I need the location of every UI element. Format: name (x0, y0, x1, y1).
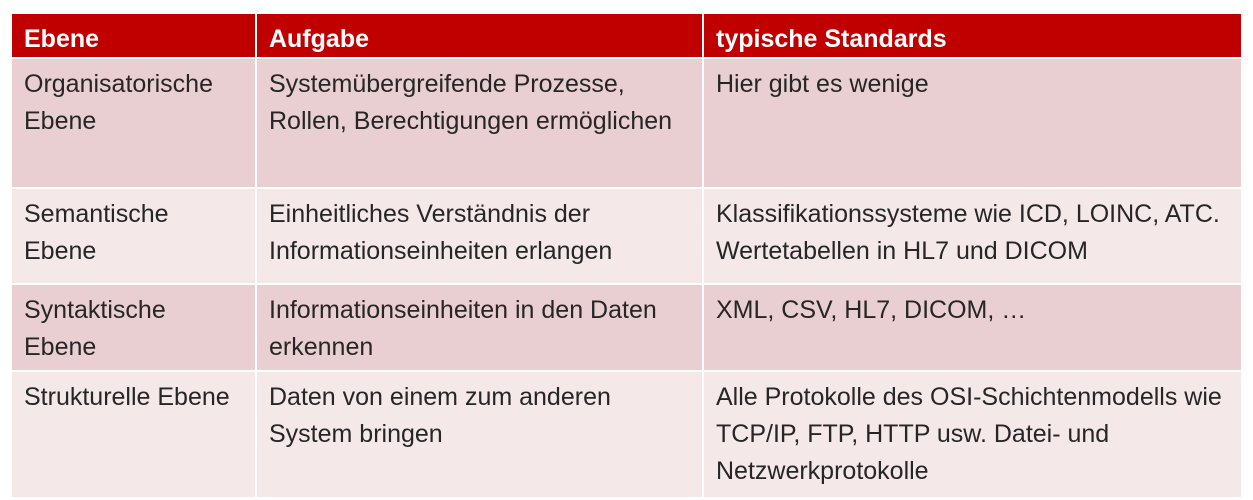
cell-standards: XML, CSV, HL7, DICOM, … (703, 284, 1241, 371)
cell-aufgabe: Einheitliches Verständnis der Informationseinheiten erlangen (256, 188, 703, 284)
table-header (12, 14, 1241, 58)
header-aufgabe: Aufgabe (256, 14, 703, 58)
table-body (12, 58, 1241, 497)
cell-standards: Klassifikationssysteme wie ICD, LOINC, ATC. Wertetabellen in HL7 und DICOM (703, 188, 1241, 284)
table-row (12, 284, 1241, 371)
cell-ebene: Organisatorische Ebene (12, 58, 256, 188)
table-row (12, 371, 1241, 497)
header-row (12, 14, 1241, 58)
cell-ebene: Syntaktische Ebene (12, 284, 256, 371)
interoperability-levels-table (12, 14, 1241, 497)
cell-aufgabe: Systemübergreifende Prozesse, Rollen, Berechtigungen ermöglichen (256, 58, 703, 188)
cell-standards: Alle Protokolle des OSI-Schichtenmodells wie TCP/IP, FTP, HTTP usw. Datei- und Netzwerkprotokolle (703, 371, 1241, 497)
cell-ebene: Semantische Ebene (12, 188, 256, 284)
cell-aufgabe: Informationseinheiten in den Daten erkennen (256, 284, 703, 371)
header-ebene: Ebene (12, 14, 256, 58)
table-row (12, 58, 1241, 188)
table-row (12, 188, 1241, 284)
interoperability-table-container (12, 14, 1241, 497)
cell-aufgabe: Daten von einem zum anderen System bringen (256, 371, 703, 497)
header-standards: typische Standards (703, 14, 1241, 58)
cell-ebene: Strukturelle Ebene (12, 371, 256, 497)
cell-standards: Hier gibt es wenige (703, 58, 1241, 188)
